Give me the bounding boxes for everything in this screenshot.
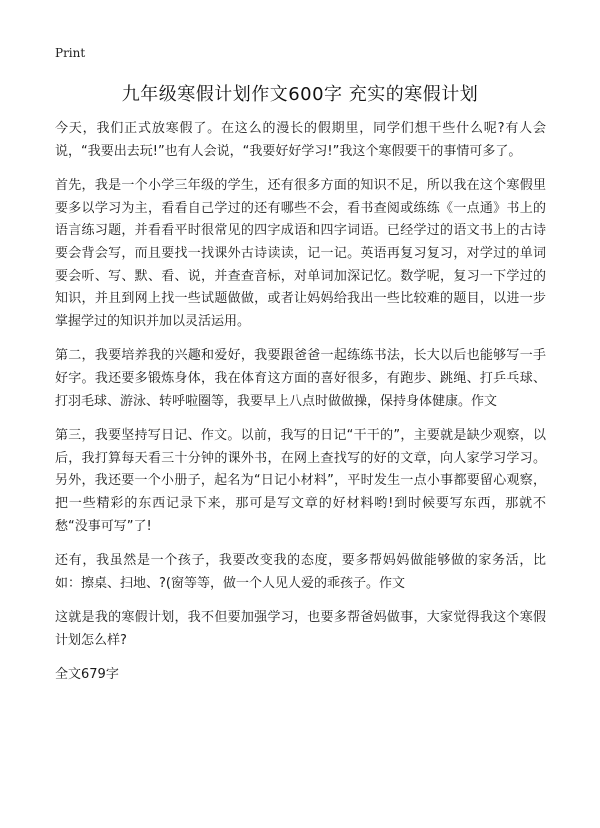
document-title: 九年级寒假计划作文600字 充实的寒假计划 xyxy=(121,84,479,105)
paragraph-diary: 第三，我要坚持写日记、作文。以前，我写的日记“干干的”，主要就是缺少观察，以后，我打算每天看三十分钟的课外书，在网上查找写的好的文章，向人家学习学习。另外，我还要一个小册子，起名为“日记小材料”，平时发生一点小事都要留心观察，把一些精彩的东西记录下来，那可是写文章的好材料哟!到时候要写东西，那就不愁“没事可写”了! xyxy=(55,428,546,534)
document-body xyxy=(55,118,546,686)
paragraph-chores: 还有，我虽然是一个孩子，我要改变我的态度，要多帮妈妈做能够做的家务活，比如：擦桌、扫地、?(窗等等，做一个人见人爱的乖孩子。作文 xyxy=(55,553,546,591)
word-count: 全文679字 xyxy=(55,667,119,683)
paragraph-conclusion: 这就是我的寒假计划，我不但要加强学习，也要多帮爸妈做事，大家觉得我这个寒假计划怎么样? xyxy=(55,610,546,648)
paragraph-study-plan: 首先，我是一个小学三年级的学生，还有很多方面的知识不足，所以我在这个寒假里要多以学习为主，看看自己学过的还有哪些不会，看书查阅或练练《一点通》书上的语言练习题，并看看平时很常见的四字成语和四字词语。已经学过的语文书上的古诗要会背会写，而且要找一找课外古诗读读，记一记。英语再复习复习，对学过的单词要会听、写、默、看、说，并查查音标，对单词加深记忆。数学呢，复习一下学过的知识，并且到网上找一些试题做做，或者让妈妈给我出一些比较难的题目，以进一步掌握学过的知识并加以灵活运用。 xyxy=(55,178,546,329)
paragraph-hobbies: 第二，我要培养我的兴趣和爱好，我要跟爸爸一起练练书法，长大以后也能够写一手好字。我还要多锻炼身体，我在体育这方面的喜好很多，有跑步、跳绳、打乒乓球、打羽毛球、游泳、转呼啦圈等，我要早上八点时做做操，保持身体健康。作文 xyxy=(55,348,546,409)
paragraph-intro: 今天，我们正式放寒假了。在这么的漫长的假期里，同学们想干些什么呢?有人会说，“我要出去玩!”也有人会说，“我要好好学习!”我这个寒假要干的事情可多了。 xyxy=(55,121,546,159)
print-link[interactable]: Print xyxy=(55,46,86,60)
